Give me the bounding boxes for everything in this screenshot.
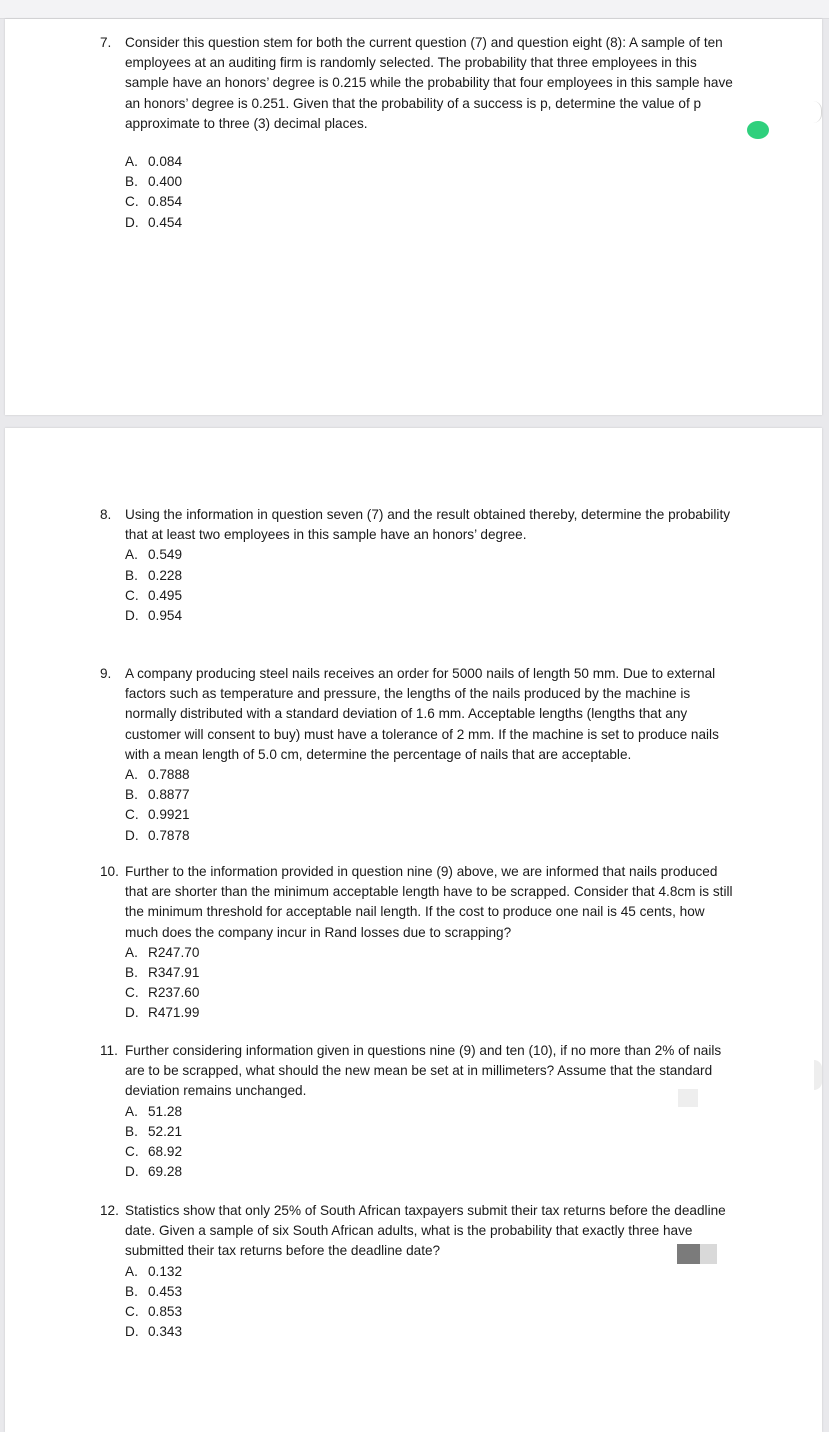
viewer-top-bar	[0, 0, 829, 19]
option-b: B. R347.91	[125, 965, 200, 981]
scan-artifact	[677, 1244, 717, 1264]
answer-options	[125, 765, 740, 846]
page-edge-mark	[814, 1060, 822, 1090]
scan-artifact	[678, 1089, 698, 1107]
option-b: B. 0.8877	[125, 787, 190, 803]
question-9	[100, 664, 740, 846]
question-7	[100, 33, 740, 233]
question-11	[100, 1041, 740, 1182]
question-number: 11.	[100, 1043, 118, 1058]
green-dot-marker	[747, 121, 769, 139]
option-a: A. 0.549	[125, 547, 183, 563]
answer-options	[125, 943, 740, 1024]
question-12	[100, 1201, 740, 1342]
question-10	[100, 862, 740, 1024]
option-d: D. 0.7878	[125, 827, 190, 843]
question-number: 9.	[100, 666, 112, 681]
answer-options	[125, 545, 740, 626]
option-c: C. 0.854	[125, 194, 183, 210]
answer-options	[125, 152, 740, 233]
question-stem: Further considering information given in questions nine (9) and ten (10), if no more than 2% of nails are to be scrapped, what should the new mean be set at in millimeters? Assume that the standard deviation remains unchanged.	[125, 1043, 722, 1099]
option-d: D. 0.343	[125, 1324, 183, 1340]
question-stem: Consider this question stem for both the current question (7) and question eight (8): A sample of ten employees at an auditing firm is randomly selected. The probability that three employees in this sample have an honors’ degree is 0.215 while the probability that four employees in this sample have an honors’ degree is 0.251. Given that the probability of a success is p, determine the value of p approximate to three (3) decimal places.	[125, 35, 733, 131]
option-b: B. 52.21	[125, 1123, 183, 1139]
option-c: C. R237.60	[125, 985, 200, 1001]
option-a: A. 51.28	[125, 1103, 183, 1119]
option-a: A. 0.132	[125, 1263, 183, 1279]
question-stem: Statistics show that only 25% of South African taxpayers submit their tax returns before the deadline date. Given a sample of six South African adults, what is the probability that exactly three have submitted their tax returns before the deadline date?	[125, 1203, 726, 1259]
question-8	[100, 505, 740, 626]
option-d: D. 0.454	[125, 214, 183, 230]
answer-options	[125, 1102, 740, 1183]
question-number: 10.	[100, 864, 119, 879]
option-b: B. 0.228	[125, 567, 183, 583]
option-d: D. 0.954	[125, 608, 183, 624]
answer-options	[125, 1262, 740, 1343]
option-c: C. 0.495	[125, 587, 183, 603]
question-number: 12.	[100, 1203, 119, 1218]
option-b: B. 0.453	[125, 1283, 183, 1299]
option-c: C. 0.853	[125, 1304, 183, 1320]
question-stem: Using the information in question seven (7) and the result obtained thereby, determine the probability that at least two employees in this sample have an honors’ degree.	[125, 507, 731, 543]
option-b: B. 0.400	[125, 174, 183, 190]
question-stem: A company producing steel nails receives an order for 5000 nails of length 50 mm. Due to external factors such as temperature and pressure, the lengths of the nails produced by the machine is normally distributed with a standard deviation of 1.6 mm. Acceptable lengths (lengths that any customer will consent to buy) must have a tolerance of 2 mm. If the machine is set to produce nails with a mean length of 5.0 cm, determine the percentage of nails that are acceptable.	[125, 666, 719, 762]
option-a: A. R247.70	[125, 944, 200, 960]
option-c: C. 68.92	[125, 1144, 183, 1160]
option-c: C. 0.9921	[125, 807, 190, 823]
option-d: D. R471.99	[125, 1005, 200, 1021]
option-d: D. 69.28	[125, 1164, 183, 1180]
option-a: A. 0.084	[125, 154, 183, 170]
question-number: 8.	[100, 507, 112, 522]
option-a: A. 0.7888	[125, 767, 190, 783]
question-number: 7.	[100, 35, 112, 50]
question-stem: Further to the information provided in question nine (9) above, we are informed that nails produced that are shorter than the minimum acceptable length have to be scrapped. Consider that 4.8cm is still the minimum threshold for acceptable nail length. If the cost to produce one nail is 45 cents, how much does the company incur in Rand losses due to scrapping?	[125, 864, 733, 940]
